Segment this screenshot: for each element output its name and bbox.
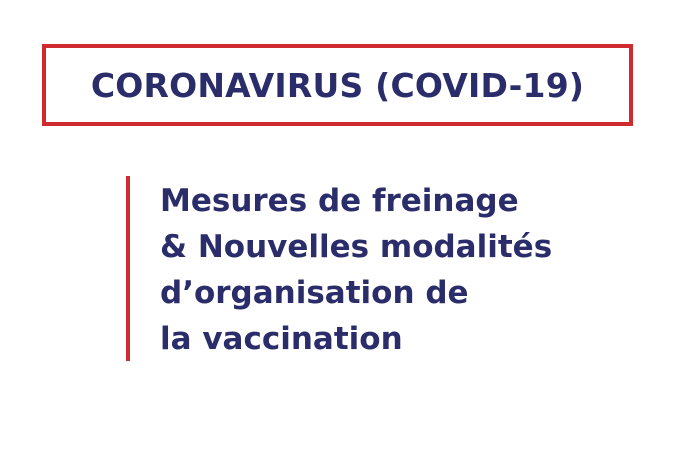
subtitle-line-3: d’organisation de bbox=[160, 275, 469, 311]
accent-bar bbox=[126, 176, 130, 361]
banner-title: CORONAVIRUS (COVID-19) bbox=[90, 65, 585, 105]
subtitle-line-4: la vaccination bbox=[160, 321, 403, 357]
subtitle-line-2: & Nouvelles modalités bbox=[160, 229, 553, 265]
subtitle-block bbox=[160, 178, 660, 362]
subtitle-line-1: Mesures de freinage bbox=[160, 183, 519, 219]
title-banner bbox=[42, 44, 633, 126]
